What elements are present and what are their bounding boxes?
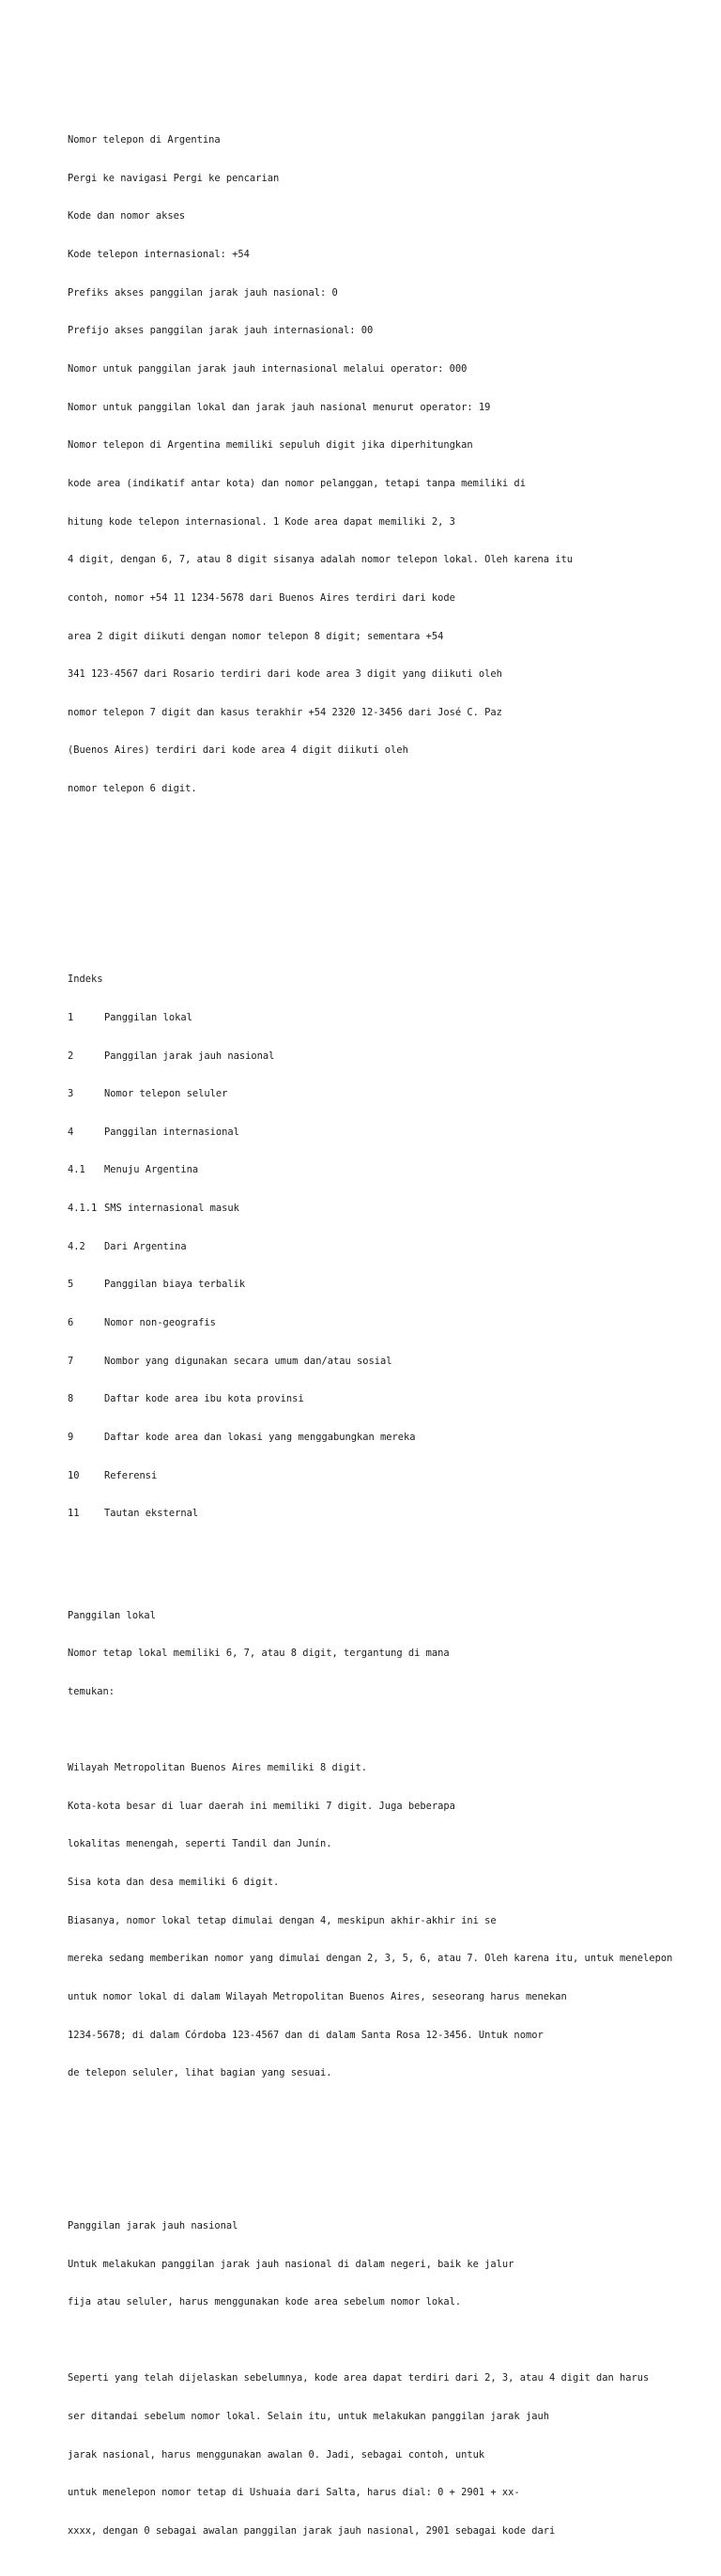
toc-item-label: Daftar kode area ibu kota provinsi [104, 1393, 304, 1405]
text-line: fija atau seluler, harus menggunakan kode area sebelum nomor lokal. [68, 2296, 462, 2308]
toc-item[interactable] [68, 1127, 721, 1140]
text-line: ser ditandai sebelum nomor lokal. Selain itu, untuk melakukan panggilan jarak jauh [68, 2411, 549, 2423]
text-line: untuk menelepon nomor tetap di Ushuaia dari Salta, harus dial: 0 + 2901 + xx- [68, 2487, 520, 2499]
text-line: Kode telepon internasional: +54 [68, 249, 250, 261]
toc-item-label: Nomor telepon seluler [104, 1088, 228, 1100]
toc-item[interactable] [68, 1241, 721, 1254]
toc-item-number: 10 [68, 1469, 80, 1481]
toc-item-label: Tautan eksternal [104, 1508, 199, 1520]
toc-item-number: 4 [68, 1126, 74, 1138]
blank-line [68, 2335, 721, 2348]
section-heading: Panggilan jarak jauh nasional [68, 2219, 238, 2231]
toc-item-number: 8 [68, 1393, 74, 1405]
section-heading: Panggilan lokal [68, 1609, 156, 1621]
toc-item-number: 5 [68, 1279, 74, 1291]
toc-item[interactable] [68, 1432, 721, 1445]
text-line: (Buenos Aires) terdiri dari kode area 4 digit diikuti oleh [68, 744, 408, 757]
blank-line [68, 859, 721, 872]
text-line: xxxx, dengan 0 sebagai awalan panggilan jarak jauh nasional, 2901 sebagai kode dari [68, 2525, 556, 2537]
toc-item-number: 1 [68, 1011, 74, 1023]
toc-item-label: Menuju Argentina [104, 1164, 199, 1176]
text-line: 341 123-4567 dari Rosario terdiri dari kode area 3 digit yang diikuti oleh [68, 668, 502, 681]
text-line: Kode dan nomor akses [68, 210, 186, 222]
text-line: untuk nomor lokal di dalam Wilayah Metropolitan Buenos Aires, seseorang harus menekan [68, 1991, 567, 2003]
toc-item[interactable] [68, 1050, 721, 1064]
text-line: 4 digit, dengan 6, 7, atau 8 digit sisanya adalah nomor telepon lokal. Oleh karena itu [68, 554, 573, 566]
toc-item[interactable] [68, 1203, 721, 1216]
text-line: Prefijo akses panggilan jarak jauh internasional: 00 [68, 325, 374, 337]
text-line: temukan: [68, 1685, 115, 1697]
text-line: Wilayah Metropolitan Buenos Aires memiliki 8 digit. [68, 1762, 368, 1774]
toc-item-label: Dari Argentina [104, 1240, 187, 1252]
toc-item[interactable] [68, 1164, 721, 1177]
text-line: Seperti yang telah dijelaskan sebelumnya, kode area dapat terdiri dari 2, 3, atau 4 digit dan harus [68, 2372, 650, 2384]
toc-item-number: 4.1 [68, 1164, 85, 1176]
text-line: contoh, nomor +54 11 1234-5678 dari Buenos Aires terdiri dari kode [68, 591, 455, 604]
text-line: nomor telepon 6 digit. [68, 783, 197, 795]
toc-item[interactable] [68, 1088, 721, 1101]
toc-item-number: 3 [68, 1088, 74, 1100]
text-line: area 2 digit diikuti dengan nomor telepon 8 digit; sementara +54 [68, 630, 444, 642]
text-line: de telepon seluler, lihat bagian yang sesuai. [68, 2067, 332, 2079]
text-line: kode area (indikatif antar kota) dan nomor pelanggan, tetapi tanpa memiliki di [68, 477, 526, 489]
national-calls-section [68, 2195, 721, 2564]
toc-item-label: Panggilan biaya terbalik [104, 1279, 246, 1291]
toc-item-number: 6 [68, 1317, 74, 1329]
text-line: Nomor tetap lokal memiliki 6, 7, atau 8 digit, tergantung di mana [68, 1648, 450, 1660]
page-title: Nomor telepon di Argentina [68, 134, 221, 146]
table-of-contents [68, 948, 721, 1546]
toc-item-label: Nombor yang digunakan secara umum dan/atau sosial [104, 1355, 392, 1367]
toc-item-label: SMS internasional masuk [104, 1203, 239, 1215]
toc-item[interactable] [68, 1317, 721, 1330]
text-line: Nomor untuk panggilan lokal dan jarak jauh nasional menurut operator: 19 [68, 401, 491, 413]
text-line: 1234-5678; di dalam Córdoba 123-4567 dan di dalam Santa Rosa 12-3456. Untuk nomor [68, 2029, 544, 2041]
text-line: Nomor untuk panggilan jarak jauh internasional melalui operator: 000 [68, 363, 468, 376]
blank-line [68, 897, 721, 911]
toc-item-number: 9 [68, 1431, 74, 1443]
text-line: lokalitas menengah, seperti Tandil dan Junín. [68, 1838, 332, 1850]
toc-item[interactable] [68, 1356, 721, 1369]
toc-item-label: Referensi [104, 1469, 158, 1481]
toc-item-number: 4.1.1 [68, 1203, 98, 1215]
document-page [68, 84, 721, 2576]
text-line: mereka sedang memberikan nomor yang dimulai dengan 2, 3, 5, 6, atau 7. Oleh karena itu, untuk menelepon [68, 1953, 673, 1965]
toc-item-number: 7 [68, 1355, 74, 1367]
text-line: Nomor telepon di Argentina memiliki sepuluh digit jika diperhitungkan [68, 439, 473, 452]
local-calls-section [68, 1585, 721, 2106]
toc-item[interactable] [68, 1279, 721, 1292]
text-line: nomor telepon 7 digit dan kasus terakhir +54 2320 12-3456 dari José C. Paz [68, 706, 502, 718]
navigation-links: Pergi ke navigasi Pergi ke pencarian [68, 172, 280, 184]
toc-item[interactable] [68, 1508, 721, 1521]
text-line: Untuk melakukan panggilan jarak jauh nasional di dalam negeri, baik ke jalur [68, 2258, 514, 2270]
text-line: hitung kode telepon internasional. 1 Kode area dapat memiliki 2, 3 [68, 515, 455, 528]
text-line: Prefiks akses panggilan jarak jauh nasional: 0 [68, 286, 338, 299]
toc-item-label: Nomor non-geografis [104, 1317, 216, 1329]
toc-item-label: Panggilan jarak jauh nasional [104, 1050, 275, 1062]
toc-item-number: 11 [68, 1508, 80, 1520]
toc-item[interactable] [68, 1393, 721, 1406]
toc-item-number: 4.2 [68, 1240, 85, 1252]
toc-item-label: Daftar kode area dan lokasi yang menggabungkan mereka [104, 1431, 416, 1443]
text-line: jarak nasional, harus menggunakan awalan 0. Jadi, sebagai contoh, untuk [68, 2448, 485, 2461]
toc-heading: Indeks [68, 974, 103, 986]
toc-item[interactable] [68, 1470, 721, 1483]
intro-section [68, 109, 721, 821]
toc-item-label: Panggilan internasional [104, 1126, 239, 1138]
toc-item[interactable] [68, 1012, 721, 1025]
toc-item-label: Panggilan lokal [104, 1011, 192, 1023]
blank-line [68, 1725, 721, 1738]
text-line: Kota-kota besar di luar daerah ini memiliki 7 digit. Juga beberapa [68, 1800, 455, 1812]
text-line: Biasanya, nomor lokal tetap dimulai dengan 4, meskipun akhir-akhir ini se [68, 1914, 497, 1926]
blank-line [68, 2144, 721, 2157]
toc-item-number: 2 [68, 1050, 74, 1062]
text-line: Sisa kota dan desa memiliki 6 digit. [68, 1877, 280, 1889]
